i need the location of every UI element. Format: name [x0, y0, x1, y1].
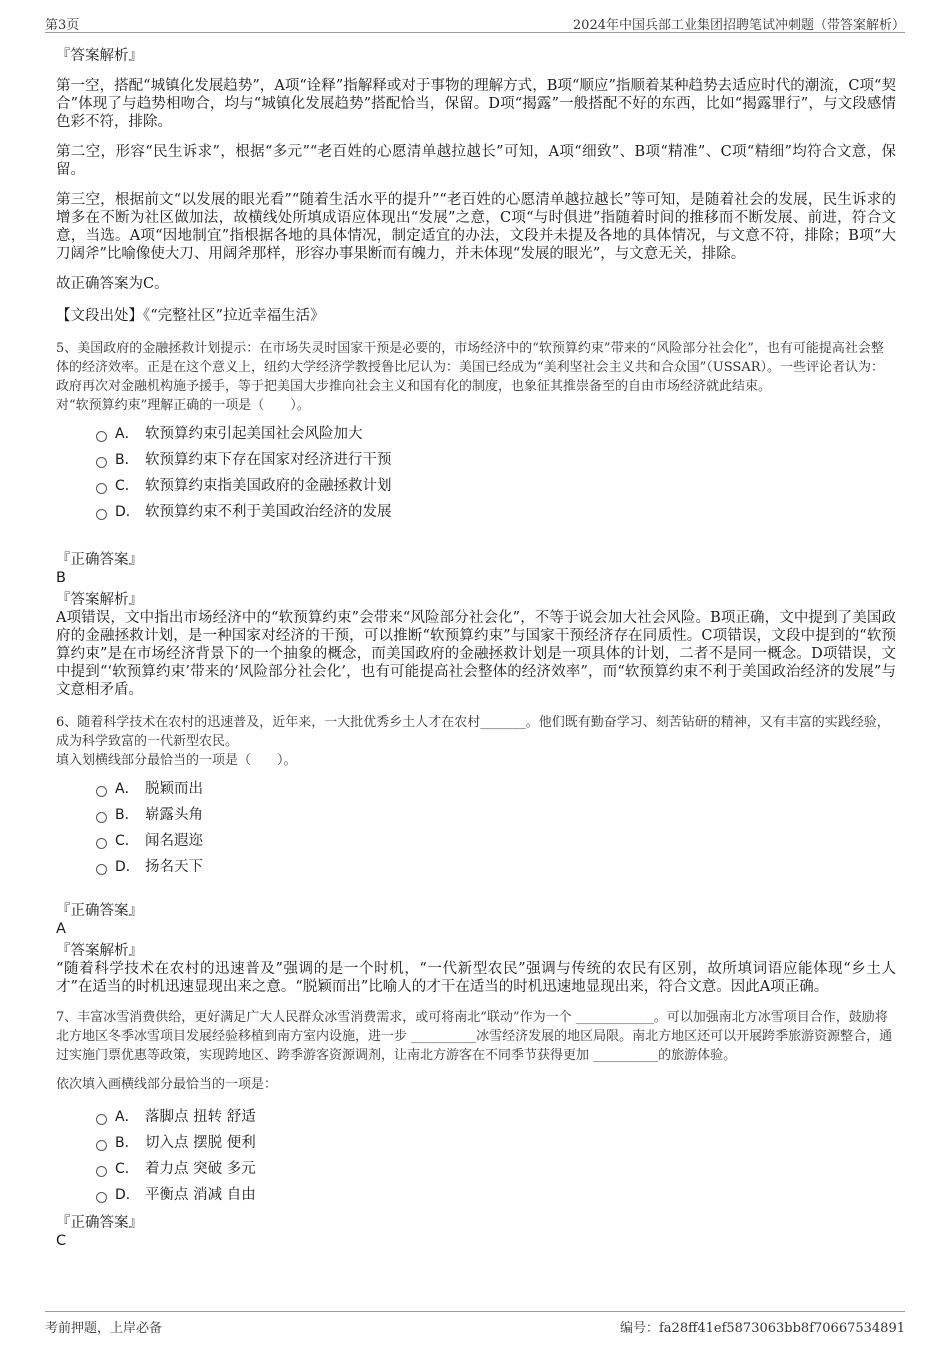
- option-a[interactable]: A． 落脚点 扭转 舒适: [96, 1104, 896, 1130]
- document-body: [56, 47, 896, 1250]
- correct-answer: C: [56, 1233, 67, 1249]
- analysis-paragraph: 第一空，搭配“城镇化发展趋势”，A项“诠释”指解释或对于事物的理解方式，B项“顺应”指顺着某种趋势去适应时代的潮流，C项“契合”体现了与趋势相吻合，均与“城镇化发展趋势”搭配恰当，保留。D项“揭露”一般搭配不好的东西，比如“揭露罪行”，与文段感情色彩不符，排除。: [56, 78, 896, 130]
- option-b[interactable]: B． 崭露头角: [96, 802, 896, 828]
- question-prompt: 依次填入画横线部分最恰当的一项是：: [56, 1077, 278, 1092]
- analysis-paragraph: A项错误，文中指出市场经济中的“软预算约束”会带来“风险部分社会化”，不等于说会加大社会风险。B项正确，文中提到了美国政府的金融拯救计划，是一种国家对经济的干预，可以推断“软预算约束”与国家干预经济存在同质性。C项错误，文段中提到的“软预算约束”是在市场经济背景下的一个抽象的概念，而美国政府的金融拯救计划是一项具体的计划，二者不是同一概念。D项错误，文中提到“‘软预算约束’带来的‘风险部分社会化’，也有可能提高社会整体的经济效率”，而“软预算约束不利于美国政治经济的发展”与文意相矛盾。: [56, 610, 896, 698]
- analysis-paragraph: “随着科学技术在农村的迅速普及”强调的是一个时机，“一代新型农民”强调与传统的农民有区别，故所填词语应能体现“乡土人才”在适当的时机迅速显现出来之意。“脱颖而出”比喻人的才干在适当的时机迅速地显现出来，符合文意。因此A项正确。: [56, 961, 896, 995]
- source-citation: 【文段出处】《“完整社区”拉近幸福生活》: [56, 308, 325, 324]
- option-a[interactable]: A． 软预算约束引起美国社会风险加大: [96, 421, 896, 447]
- radio-icon[interactable]: [96, 838, 107, 849]
- radio-icon[interactable]: [96, 1192, 107, 1203]
- question-stem: 6、随着科学技术在农村的迅速普及，近年来，一大批优秀乡土人才在农村_______。他们既有勤奋学习、刻苦钻研的精神，又有丰富的实践经验，成为科学致富的一代新型农民。: [56, 715, 890, 749]
- option-b[interactable]: B． 切入点 摆脱 便利: [96, 1130, 896, 1156]
- analysis-label: 『答案解析』: [56, 943, 143, 959]
- option-c[interactable]: C． 着力点 突破 多元: [96, 1156, 896, 1182]
- question-prompt: 填入划横线部分最恰当的一项是（ ）。: [56, 753, 297, 768]
- option-list: [96, 776, 896, 880]
- conclusion: 故正确答案为C。: [56, 276, 169, 292]
- option-a[interactable]: A． 脱颖而出: [96, 776, 896, 802]
- radio-icon[interactable]: [96, 483, 107, 494]
- question-stem: 5、美国政府的金融拯救计划提示：在市场失灵时国家干预是必要的，市场经济中的“软预算约束”带来的“风险部分社会化”，也有可能提高社会整体的经济效率。正是在这个意义上，纽约大学经济学教授鲁比尼认为：美国已经成为“美利坚社会主义共和合众国”（USSAR）。一些评论者认为：政府再次对金融机构施予援手，等于把美国大步推向社会主义和国有化的制度，也象征其推崇备至的自由市场经济就此结束。: [56, 341, 885, 394]
- option-list: [96, 1104, 896, 1208]
- question-prompt: 对“软预算约束”理解正确的一项是（ ）。: [56, 398, 310, 413]
- correct-answer: B: [56, 570, 66, 586]
- analysis-label: 『答案解析』: [56, 48, 143, 64]
- option-d[interactable]: D． 软预算约束不利于美国政治经济的发展: [96, 499, 896, 525]
- answer-label: 『正确答案』: [56, 552, 143, 568]
- page-footer: [45, 1311, 905, 1336]
- option-d[interactable]: D． 平衡点 消减 自由: [96, 1182, 896, 1208]
- option-b[interactable]: B． 软预算约束下存在国家对经济进行干预: [96, 447, 896, 473]
- radio-icon[interactable]: [96, 457, 107, 468]
- page-header: [45, 12, 905, 33]
- radio-icon[interactable]: [96, 1114, 107, 1125]
- radio-icon[interactable]: [96, 1166, 107, 1177]
- option-c[interactable]: C． 软预算约束指美国政府的金融拯救计划: [96, 473, 896, 499]
- option-d[interactable]: D． 扬名天下: [96, 854, 896, 880]
- option-list: [96, 421, 896, 525]
- answer-label: 『正确答案』: [56, 903, 143, 919]
- page-number: 第3页: [45, 18, 80, 33]
- radio-icon[interactable]: [96, 1140, 107, 1151]
- radio-icon[interactable]: [96, 786, 107, 797]
- option-c[interactable]: C． 闻名遐迩: [96, 828, 896, 854]
- radio-icon[interactable]: [96, 509, 107, 520]
- radio-icon[interactable]: [96, 812, 107, 823]
- radio-icon[interactable]: [96, 864, 107, 875]
- radio-icon[interactable]: [96, 431, 107, 442]
- analysis-label: 『答案解析』: [56, 592, 143, 608]
- analysis-paragraph: 第三空，根据前文“以发展的眼光看”“随着生活水平的提升”“老百姓的心愿清单越拉越长”等可知，是随着社会的发展，民生诉求的增多在不断为社区做加法，故横线处所填成语应体现出“发展”之意，C项“与时俱进”指随着时间的推移而不断发展、前进，符合文意，当选。A项“因地制宜”指根据各地的具体情况，制定适宜的办法，文段并未提及各地的具体情况，与文意不符，排除；B项“大刀阔斧”比喻像使大刀、用阔斧那样，形容办事果断而有魄力，并未体现“发展的眼光”，与文意无关，排除。: [56, 192, 896, 262]
- document-id: 编号：fa28ff41ef5873063bb8f70667534891: [620, 1321, 905, 1336]
- answer-label: 『正确答案』: [56, 1215, 143, 1231]
- document-title: 2024年中国兵部工业集团招聘笔试冲刺题（带答案解析）: [572, 18, 905, 33]
- question-stem: 7、丰富冰雪消费供给，更好满足广大人民群众冰雪消费需求，或可将南北“联动”作为一个 ____________。可以加强南北方冰雪项目合作，鼓励将北方地区冬季冰雪项目发展经验移植到南方室内设施，进一步 __________冰雪经济发展的地区局限。南北方地区还可以开展跨季旅游资源整合，通过实施门票优惠等政策，实现跨地区、跨季游客资源调剂，让南北方游客在不同季节获得更加 __________的旅游体验。: [56, 1010, 893, 1063]
- correct-answer: A: [56, 921, 66, 937]
- analysis-paragraph: 第二空，形容“民生诉求”，根据“多元”“老百姓的心愿清单越拉越长”可知，A项“细致”、B项“精准”、C项“精细”均符合文意，保留。: [56, 144, 896, 178]
- footer-slogan: 考前押题，上岸必备: [45, 1321, 163, 1336]
